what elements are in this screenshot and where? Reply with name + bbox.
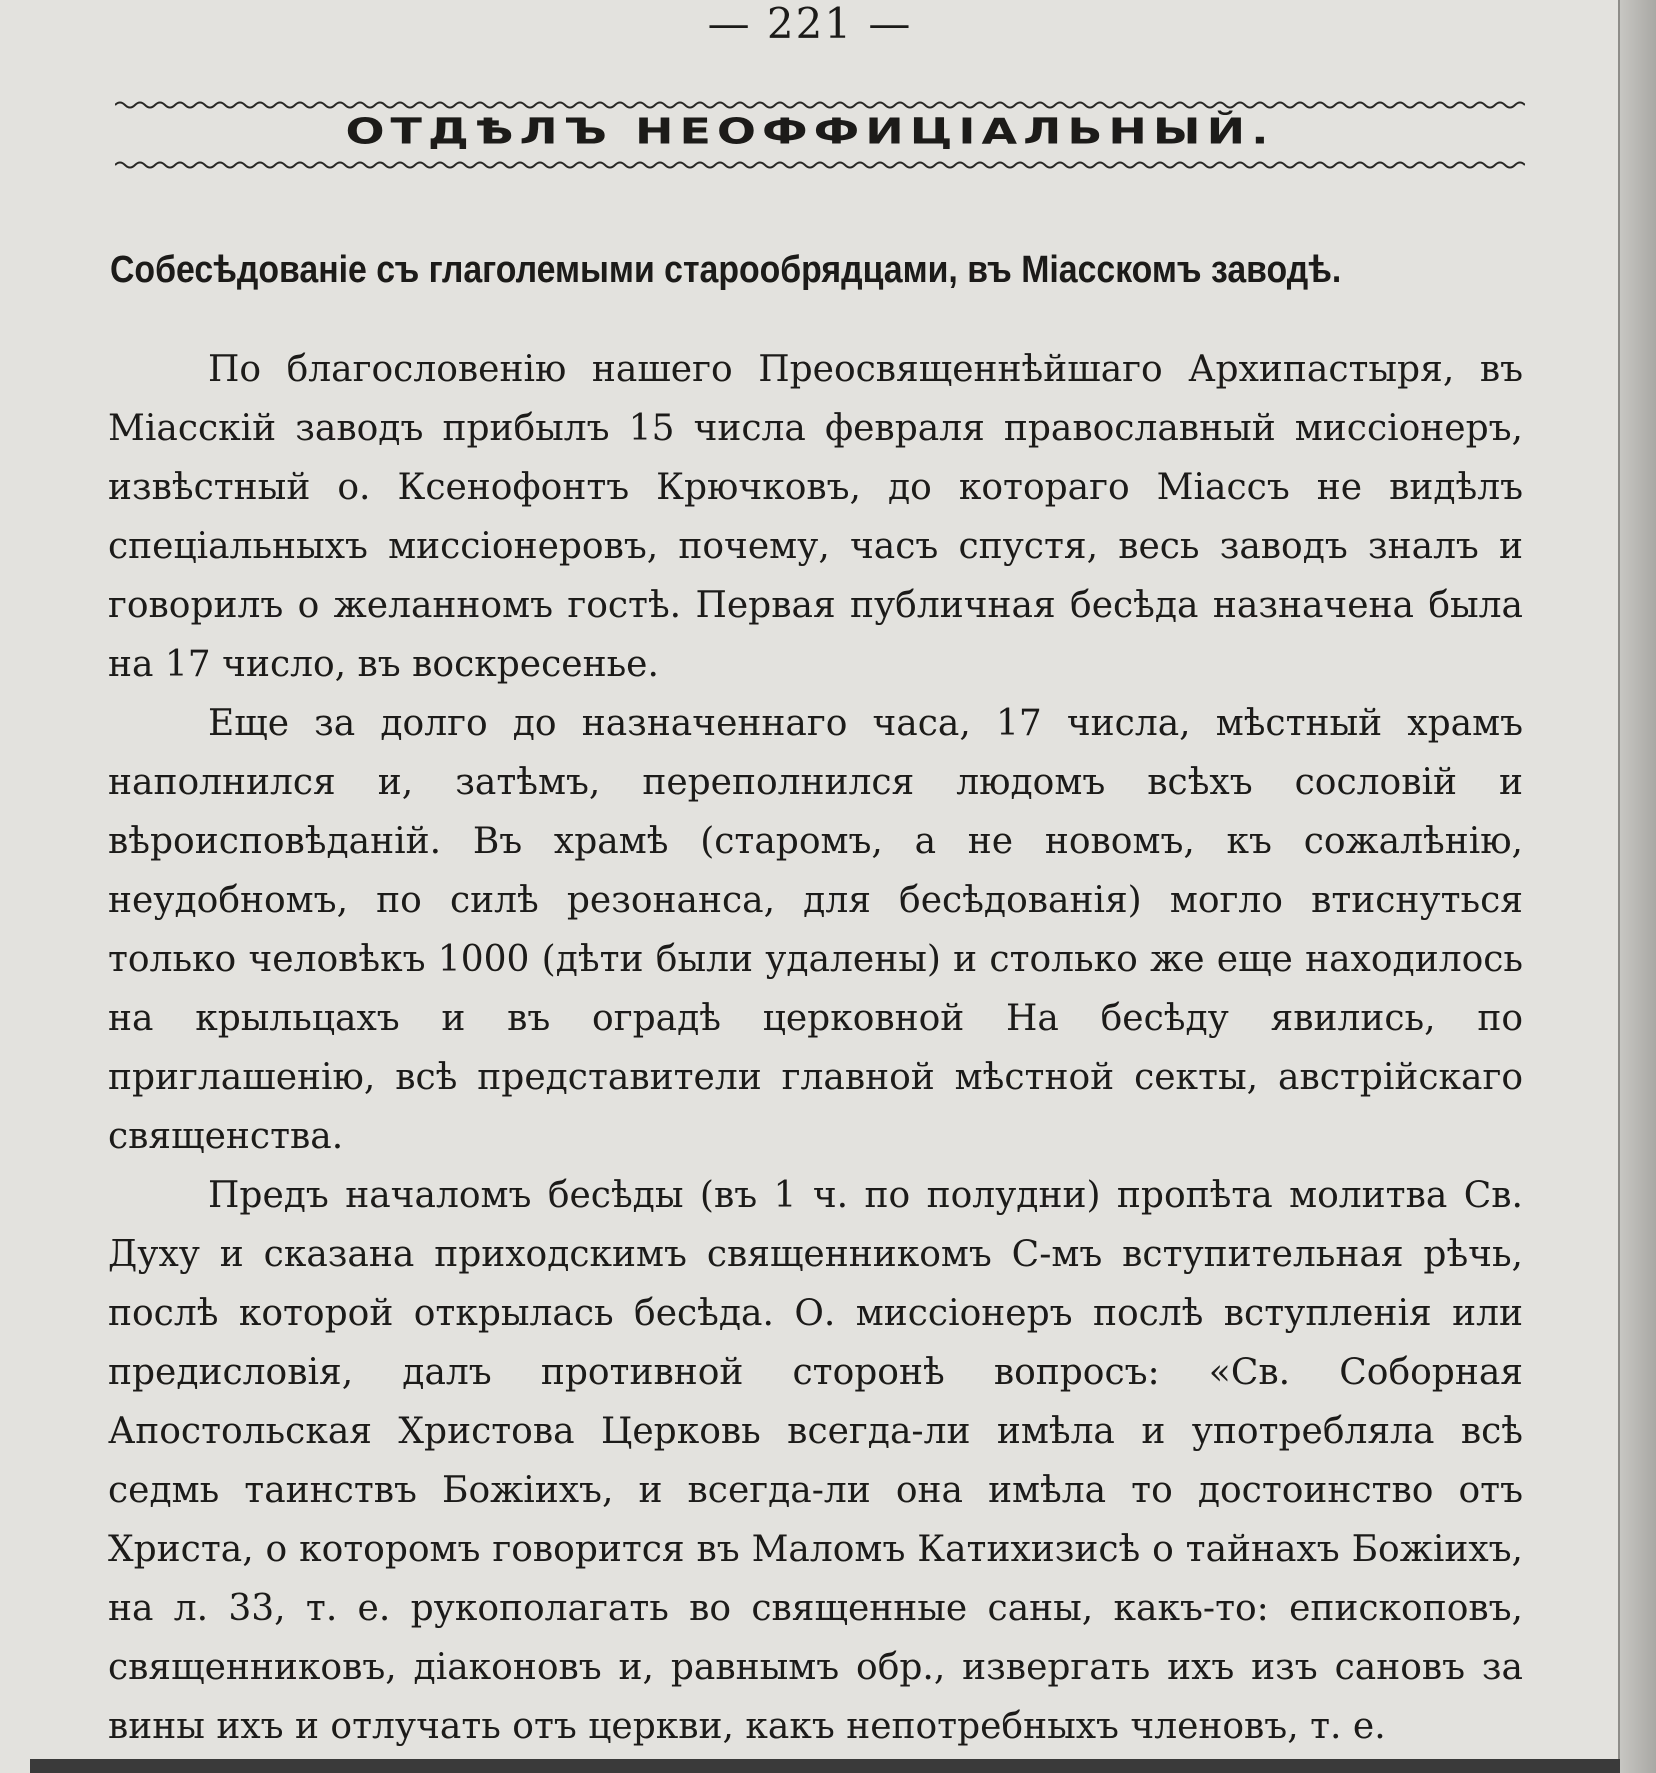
paragraph-2: Еще за долго до назначеннаго часа, 17 числа, мѣстный храмъ наполнился и, затѣмъ, переполнился людомъ всѣхъ сословій и вѣроисповѣданій. Въ храмѣ (старомъ, а не новомъ, къ сожалѣнію, неудобномъ, по силѣ резонанса, для бесѣдованія) могло втиснуться только человѣкъ 1000 (дѣти были удалены) и столько же еще находилось на крыльцахъ и въ оградѣ церковной На бесѣду явились, по приглашенію, всѣ представители главной мѣстной секты, австрійскаго священства. [108,703,1523,1157]
paragraph-3: Предъ началомъ бесѣды (въ 1 ч. по полудни) пропѣта молитва Св. Духу и сказана приходскимъ священникомъ С-мъ вступительная рѣчь, послѣ которой открылась бесѣда. О. миссіонеръ послѣ вступленія или предисловія, далъ противной сторонѣ вопросъ: «Св. Соборная Апостольская Христова Церковь всегда-ли имѣла и употребляла всѣ седмь таинствъ Божіихъ, и всегда-ли она имѣла то достоинство отъ Христа, о которомъ говорится въ Маломъ Катихизисѣ о тайнахъ Божіихъ, на л. 33, т. е. рукополагать во священные саны, какъ-то: епископовъ, священниковъ, діаконовъ и, равнымъ обр., извергать ихъ изъ сановъ за вины ихъ и отлучать отъ церкви, какъ непотребныхъ членовъ, т. е. [108,1175,1523,1747]
bottom-scan-edge [30,1759,1620,1773]
bottom-wavy-rule [115,160,1525,170]
article-body [108,340,1523,1756]
page-edge-shadow [1618,0,1656,1773]
paragraph-1: По благословенію нашего Преосвященнѣйшаго Архипастыря, въ Міасскій заводъ прибылъ 15 числа февраля православный миссіонеръ, извѣстный о. Ксенофонтъ Крючковъ, до котораго Міассъ не видѣлъ спеціальныхъ миссіонеровъ, почему, часъ спустя, весь заводъ зналъ и говорилъ о желанномъ гостѣ. Первая публичная бесѣда назначена была на 17 число, въ воскресенье. [108,349,1523,685]
top-wavy-rule [115,100,1525,110]
article-title: Собесѣдованіе съ глаголемыми старообрядцами, въ Міасскомъ заводѣ. [110,249,1342,291]
page-number: — 221 — [707,0,913,48]
section-title: ОТДѢЛЪ НЕОФФИЦІАЛЬНЫЙ. [345,110,1275,153]
